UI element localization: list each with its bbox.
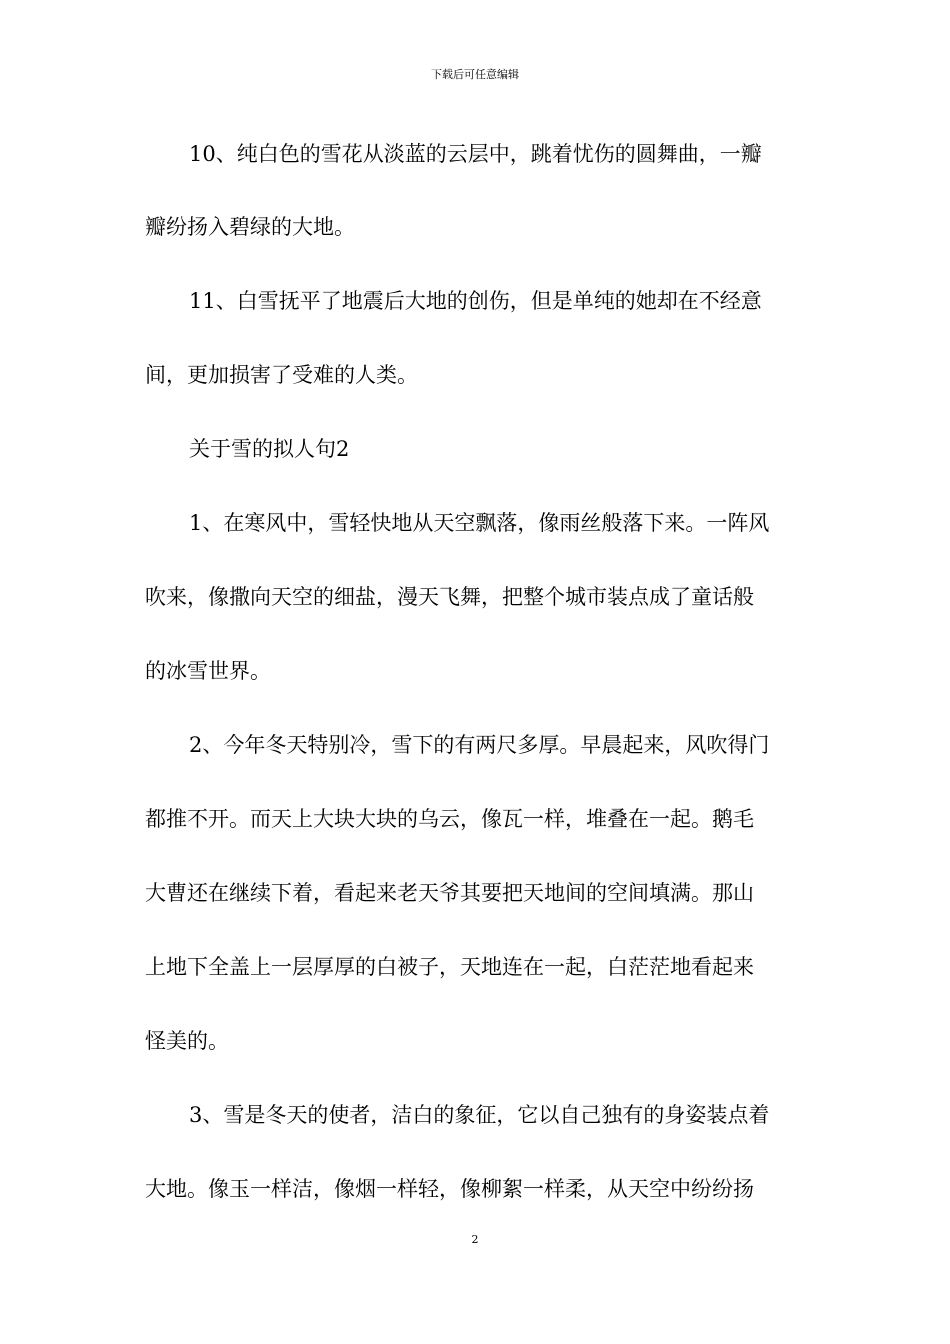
page-header: 下载后可任意编辑	[431, 68, 519, 81]
text-line: 1、在寒风中，雪轻快地从天空飘落，像雨丝般落下来。一阵风	[189, 511, 770, 535]
text-line: 10、纯白色的雪花从淡蓝的云层中，跳着忧伤的圆舞曲，一瓣	[189, 142, 762, 166]
text-line: 11、白雪抚平了地震后大地的创伤，但是单纯的她却在不经意	[189, 289, 762, 313]
text-line: 怪美的。	[145, 1029, 229, 1053]
text-line: 的冰雪世界。	[145, 659, 271, 683]
text-line: 吹来，像撒向天空的细盐，漫天飞舞，把整个城市装点成了童话般	[145, 585, 754, 609]
text-line: 瓣纷扬入碧绿的大地。	[145, 215, 355, 239]
text-line: 上地下全盖上一层厚厚的白被子，天地连在一起，白茫茫地看起来	[145, 955, 754, 979]
page-number: 2	[471, 1233, 479, 1246]
text-line: 大曹还在继续下着，看起来老天爷其要把天地间的空间填满。那山	[145, 881, 754, 905]
text-line: 都推不开。而天上大块大块的乌云，像瓦一样，堆叠在一起。鹅毛	[145, 807, 754, 831]
text-line: 3、雪是冬天的使者，洁白的象征，它以自己独有的身姿装点着	[189, 1103, 770, 1127]
text-line: 大地。像玉一样洁，像烟一样轻，像柳絮一样柔，从天空中纷纷扬	[145, 1177, 754, 1201]
text-line: 2、今年冬天特别冷，雪下的有两尺多厚。早晨起来，风吹得门	[189, 733, 770, 757]
text-line: 间，更加损害了受难的人类。	[145, 363, 418, 387]
section-heading: 关于雪的拟人句2	[189, 437, 350, 461]
